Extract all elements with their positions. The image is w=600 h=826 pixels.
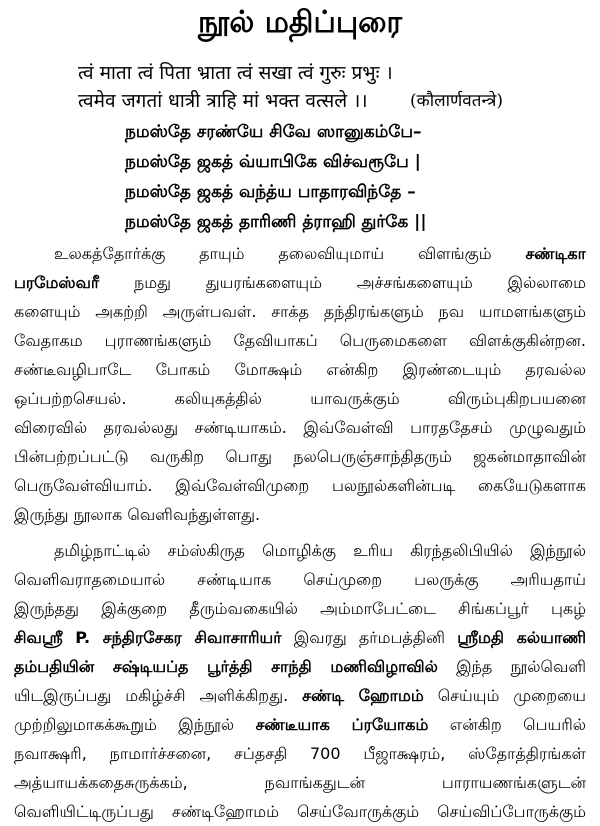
paragraph-2-line: நவாக்ஷரி, நாமார்ச்சனை, சப்தசதி 700 பீஜாக்ஷரம், ஸ்தோத்திரங்கள்: [14, 744, 586, 763]
bold-term: சண்டி ஹோமம்: [302, 686, 424, 705]
text-span: முற்றிலுமாகக்கூறும் இந்நூல்: [14, 715, 235, 734]
text-span: இந்த நூல்வெளி: [456, 657, 586, 676]
sanskrit-verse-line-1: त्वं माता त्वं पिता भ्राता त्वं सखा त्वं गुरुः प्रभुः ।: [78, 62, 393, 84]
bold-term: சண்டிகா: [525, 244, 586, 263]
paragraph-2-line: [14, 710, 586, 739]
bold-term: சிவஸ்ரீ P. சந்திரசேகர சிவாசாரியர்: [14, 628, 282, 647]
paragraph-1-line: விரைவில் தரவல்லது சண்டியாகம். இவ்வேள்வி பாரததேசம் முழுவதும்: [14, 418, 586, 437]
paragraph-1-line: ஒப்பற்றசெயல். கலியுகத்தில் யாவருக்கும் விரும்புகிறபயனை: [14, 389, 586, 408]
tamil-verse-line-1: நமஸ்தே சரண்யே சிவே ஸானுகம்பே–: [125, 122, 422, 142]
paragraph-2-line: வெளிவராதமையால் சண்டியாக செய்முறை பலருக்கு அரியதாய்: [14, 570, 586, 589]
paragraph-1-line: களையும் அகற்றி அருள்பவள். சாக்த தந்திரங்களும் நவ யாமளங்களும்: [14, 302, 586, 321]
text-span: நமது துயரங்களையும் அச்சங்களையும் இல்லாமை: [133, 273, 586, 292]
text-span: உலகத்தோர்க்கு தாயும் தலைவியுமாய் விளங்கும்: [54, 244, 492, 263]
text-span: யிடஇருப்பது மகிழ்ச்சி அளிக்கிறது.: [14, 686, 289, 705]
text-span: செய்யும் முறையை: [437, 686, 586, 705]
sanskrit-verse-source: (कौलार्णवतन्त्रे): [410, 91, 503, 111]
bold-term: தம்பதியின் சஷ்டியப்த பூர்த்தி சாந்தி மணிவிழாவில்: [14, 657, 438, 676]
paragraph-2-line: [14, 681, 586, 710]
paragraph-1-line: பின்பற்றப்பட்டு வருகிற பொது நலபெருஞ்சாந்திதரும் ஜகன்மாதாவின்: [14, 447, 586, 466]
tamil-verse-line-3: நமஸ்தே ஜகத் வந்த்ய பாதாரவிந்தே –: [125, 182, 416, 202]
tamil-verse-line-2: நமஸ்தே ஜகத் வ்யாபிகே விச்வரூபே |: [125, 152, 421, 172]
bold-term: பரமேஸ்வரீ: [14, 273, 100, 292]
paragraph-2-line: [14, 623, 586, 652]
paragraph-2-line: [14, 652, 586, 681]
paragraph-2-line: வெளியிட்டிருப்பது சண்டிஹோமம் செய்வோருக்கும் செய்விப்போருக்கும்: [14, 802, 586, 821]
paragraph-1-line: பெருவேள்வியாம். இவ்வேள்விமுறை பலநூல்களின்படி கையேடுகளாக: [14, 476, 586, 495]
paragraph-1-line: சண்டீவழிபாடே போகம் மோக்ஷம் என்கிற இரண்டையும் தரவல்ல: [14, 360, 586, 379]
paragraph-1-line: [14, 268, 586, 297]
text-span: இவரது தர்மபத்தினி: [293, 628, 446, 647]
paragraph-1-line: வேதாகம புராணங்களும் தேவியாகப் பெருமைகளை விளக்குகின்றன.: [14, 331, 586, 350]
sanskrit-verse-line-2: त्वमेव जगतां धात्री त्राहि मां भक्त वत्सले ।।: [78, 90, 368, 112]
bold-term: ஸ்ரீமதி கல்யாணி: [457, 628, 586, 647]
paragraph-1-line: இருந்து நூலாக வெளிவந்துள்ளது.: [14, 505, 261, 524]
paragraph-2-line: இருந்தது இக்குறை தீரும்வகையில் அம்மாபேட்டை சிங்கப்பூர் புகழ்: [14, 599, 586, 618]
bold-term: சண்டீயாக ப்ரயோகம்: [255, 715, 429, 734]
paragraph-1-line: [54, 239, 586, 268]
paragraph-2-line: அத்யாயக்கதைசுருக்கம், நவாங்கதுடன் பாராயணங்களுடன்: [14, 773, 586, 792]
tamil-verse-line-4: நமஸ்தே ஜகத் தாரிணி த்ராஹி துர்கே ||: [125, 212, 427, 232]
page-title: நூல் மதிப்புரை: [197, 5, 403, 40]
paragraph-2-line: தமிழ்நாட்டில் சம்ஸ்கிருத மொழிக்கு உரிய கிரந்தலிபியில் இந்நூல்: [54, 541, 586, 560]
text-span: என்கிற பெயரில்: [449, 715, 586, 734]
